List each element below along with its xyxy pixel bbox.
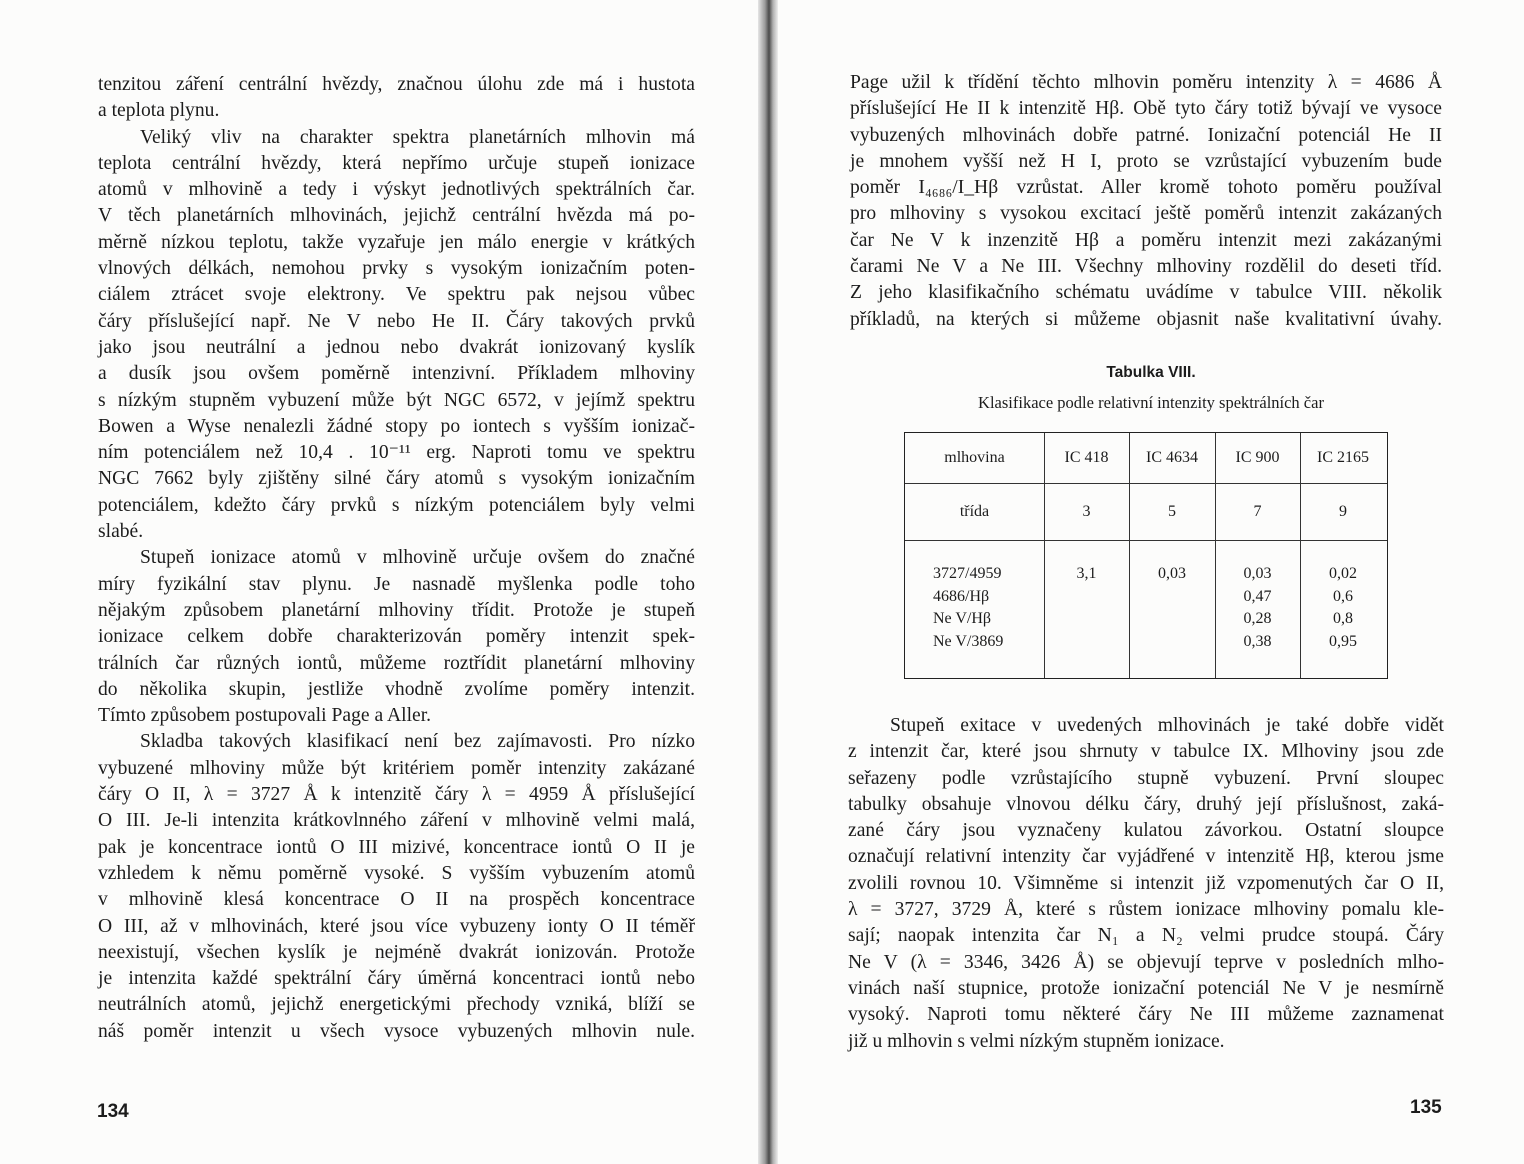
text-line: ním potenciálem než 10,4 . 10⁻¹¹ erg. Naproti tomu ve spektru xyxy=(98,442,695,464)
text-line: Z jeho klasifikačního schématu uvádíme v tabulce VIII. několik xyxy=(850,282,1442,304)
table-rule xyxy=(905,540,1387,541)
table-rule xyxy=(1129,433,1130,678)
text-line: vybuzených mlhovinách dobře patrné. Ionizační potenciál He II xyxy=(850,124,1442,146)
table-cell: 0,02 xyxy=(1329,565,1357,582)
table-row-label: 3727/4959 xyxy=(933,565,1002,582)
text-line: seřazeny podle vzrůstajícího stupně vybuzení. První sloupec xyxy=(848,767,1444,789)
text-line: neutrálních atomů, jejichž energetickými přechody vzniká, blíží se xyxy=(98,994,695,1016)
text-line: λ = 3727, 3729 Å, které s růstem ionizace mlhoviny pomalu kle- xyxy=(848,899,1444,921)
classification-table xyxy=(904,432,1388,679)
text-line: V těch planetárních mlhovinách, jejichž centrální hvězda má po- xyxy=(98,205,695,227)
text-line: ciálem ztrácet svoje elektrony. Ve spektru pak nejsou vůbec xyxy=(98,284,695,306)
table-column-header: IC 2165 xyxy=(1317,449,1369,466)
text-line: vzhledem k němu poměrně vysoké. S vyšším vybuzením atomů xyxy=(98,862,695,884)
table-ratio-labels xyxy=(933,563,1003,653)
table-cell: 7 xyxy=(1253,503,1262,520)
table-cell: 0,03 xyxy=(1243,565,1272,582)
text-line: příkladů, na kterých si můžeme objasnit naše kvalitativní úvahy. xyxy=(850,308,1442,330)
text-line: slabé. xyxy=(98,521,144,543)
text-line: Stupeň ionizace atomů v mlhovině určuje ovšem do značné xyxy=(140,547,695,569)
left-body-text xyxy=(98,72,695,1045)
text-line: Stupeň exitace v uvedených mlhovinách je také dobře vidět xyxy=(890,715,1444,736)
text-line: čar Ne V k inzenzitě Hβ a poměru intenzit mezi zakázanými xyxy=(850,229,1442,251)
text-line: do několika skupin, jestliže vhodně zvolíme poměry intenzit. xyxy=(98,678,695,700)
table-cell: 0,38 xyxy=(1243,632,1272,650)
text-line: Bowen a Wyse nenalezli žádné stopy po iontech s vyšším ionizač- xyxy=(98,415,695,437)
table-column-values xyxy=(1300,563,1386,653)
text-line: náš poměr intenzit u všech vysoce vybuzených mlhovin nule. xyxy=(98,1020,695,1042)
text-line: označují relativní intenzity čar vyjádřené v intenzitě Hβ, kterou jsme xyxy=(848,846,1444,868)
table-column-values xyxy=(1215,563,1300,653)
table-cell: 0,8 xyxy=(1333,610,1353,627)
text-line: pak je koncentrace iontů O III mizivé, koncentrace iontů O II je xyxy=(98,836,695,858)
table-rule xyxy=(905,483,1387,484)
text-line: poměr I₄₆₈₆/I_Hβ vzrůstat. Aller kromě tohoto poměru používal xyxy=(850,177,1442,199)
page-number: 134 xyxy=(97,1101,129,1122)
table-column-header: IC 4634 xyxy=(1146,449,1198,466)
text-line: čarami Ne V a Ne III. Všechny mlhoviny rozdělil do deseti tříd. xyxy=(850,256,1442,278)
text-line: O III, až v mlhovinách, které jsou více vybuzeny ionty O II téměř xyxy=(98,915,695,937)
text-line: tabulky obsahuje vlnovou délku čáry, druhý její příslušnost, zaká- xyxy=(848,793,1444,815)
page-number: 135 xyxy=(1410,1097,1442,1118)
table-cell: 3,1 xyxy=(1076,565,1097,582)
table-cell: 0,28 xyxy=(1243,610,1272,627)
text-line: vinách naší stupnice, protože ionizační potenciál Ne V je nesmírně xyxy=(848,977,1444,999)
text-line: sají; naopak intenzita čar N₁ a N₂ velmi prudce stoupá. Čáry xyxy=(848,925,1444,947)
text-line: O III. Je-li intenzita krátkovlnného záření v mlhovině velmi malá, xyxy=(98,810,695,832)
table-row-label: Ne V/Hβ xyxy=(933,610,992,627)
text-line: je mnohem vyšší než H I, proto se vzrůstající vybuzením bude xyxy=(850,150,1442,172)
text-line: teplota centrální hvězdy, která nepřímo určuje stupeň ionizace xyxy=(98,152,695,174)
table-row-label: Ne V/3869 xyxy=(933,632,1004,650)
table-column-values xyxy=(1044,563,1129,586)
text-line: Ne V (λ = 3346, 3426 Å) se objevují teprve v posledních mlho- xyxy=(848,951,1444,973)
text-line: Page užil k třídění těchto mlhovin poměru intenzity λ = 4686 Å xyxy=(850,72,1442,93)
table-column-header: IC 900 xyxy=(1235,449,1280,466)
text-line: vysoký. Naproti tomu některé čáry Ne III můžeme zaznamenat xyxy=(848,1004,1444,1026)
text-line: atomů v mlhovině a tedy i výskyt jednotlivých spektrálních čar. xyxy=(98,179,695,201)
text-line: potenciálem, kdežto čáry prvků s nízkým potenciálem byly velmi xyxy=(98,494,695,516)
text-line: a teplota plynu. xyxy=(98,100,220,122)
table-cell: 3 xyxy=(1082,503,1091,520)
text-line: měrně nízkou teplotu, takže vyzařuje jen málo energie v krátkých xyxy=(98,231,695,253)
table-cell: 0,03 xyxy=(1158,565,1186,582)
text-line: Veliký vliv na charakter spektra planetárních mlhovin má xyxy=(140,126,695,148)
table-title: Tabulka VIII. xyxy=(1106,364,1196,381)
table-header-label: mlhovina xyxy=(944,449,1005,466)
text-line: čáry O II, λ = 3727 Å k intenzitě čáry λ = 4959 Å příslušející xyxy=(98,784,695,806)
text-line: v mlhovině klesá koncentrace O II na prospěch koncentrace xyxy=(98,889,695,911)
table-cell: 9 xyxy=(1339,503,1347,520)
table-row-label: třída xyxy=(959,503,990,520)
text-line: vybuzené mlhoviny může být kritériem poměr intenzity zakázané xyxy=(98,757,695,779)
text-line: z intenzit čar, které jsou shrnuty v tabulce IX. Mlhoviny jsou zde xyxy=(848,741,1444,763)
text-line: trálních čar různých iontů, můžeme roztřídit planetární mlhoviny xyxy=(98,652,695,674)
text-line: jako jsou neutrální a jednou nebo dvakrát ionizovaný kyslík xyxy=(98,336,695,358)
table-row-label: 4686/Hβ xyxy=(933,587,990,605)
text-line: a dusík jsou ovšem poměrně intenzivní. Příkladem mlhoviny xyxy=(98,363,695,385)
text-line: ionizace celkem dobře charakterizován poměry intenzit spek- xyxy=(98,626,695,648)
right-body-text-top xyxy=(850,70,1442,333)
table-cell: 0,6 xyxy=(1333,587,1353,605)
table-caption: Klasifikace podle relativní intenzity spektrálních čar xyxy=(978,393,1324,412)
table-cell: 5 xyxy=(1168,503,1176,520)
text-line: tenzitou záření centrální hvězdy, značnou úlohu zde má i hustota xyxy=(98,74,695,95)
text-line: s nízkým stupněm vybuzení může být NGC 6572, v jejímž spektru xyxy=(98,389,695,411)
right-body-text-bottom xyxy=(848,713,1444,1055)
book-spine xyxy=(758,0,778,1164)
text-line: příslušející He II k intenzitě Hβ. Obě tyto čáry totiž bývají ve vysoce xyxy=(850,98,1442,120)
text-line: čáry příslušející např. Ne V nebo He II. Čáry takových prvků xyxy=(98,310,695,332)
text-line: zané čáry jsou vyznačeny kulatou závorkou. Ostatní sloupce xyxy=(848,820,1444,842)
text-line: je intenzita každé spektrální čáry úměrná koncentraci iontů nebo xyxy=(98,968,695,990)
text-line: vlnových délkách, nemohou prvky s vysokým ionizačním poten- xyxy=(98,258,695,280)
text-line: Tímto způsobem postupovali Page a Aller. xyxy=(98,705,432,727)
table-cell: 0,95 xyxy=(1329,632,1357,650)
table-rule xyxy=(1044,433,1045,678)
table-cell: 0,47 xyxy=(1243,587,1272,605)
text-line: neexistují, všechen kyslík je nejméně dvakrát ionizován. Protože xyxy=(98,941,695,963)
table-column-values xyxy=(1129,563,1215,586)
text-line: míry fyzikální stav plynu. Je nasnadě myšlenka podle toho xyxy=(98,573,695,595)
text-line: nějakým způsobem planetární mlhoviny třídit. Protože je stupeň xyxy=(98,599,695,621)
text-line: zvolili rovnou 10. Všimněme si intenzit již vzpomenutých čar O II, xyxy=(848,872,1444,894)
text-line: NGC 7662 byly zjištěny silné čáry atomů s vysokým ionizačním xyxy=(98,468,695,490)
left-page xyxy=(0,0,758,1164)
right-page xyxy=(778,0,1524,1164)
text-line: pro mlhoviny s vysokou excitací ještě poměrů intenzit zakázaných xyxy=(850,203,1442,225)
text-line: již u mlhovin s velmi nízkým stupněm ionizace. xyxy=(848,1030,1225,1052)
table-column-header: IC 418 xyxy=(1064,449,1109,466)
text-line: Skladba takových klasifikací není bez zajímavosti. Pro nízko xyxy=(140,731,695,753)
